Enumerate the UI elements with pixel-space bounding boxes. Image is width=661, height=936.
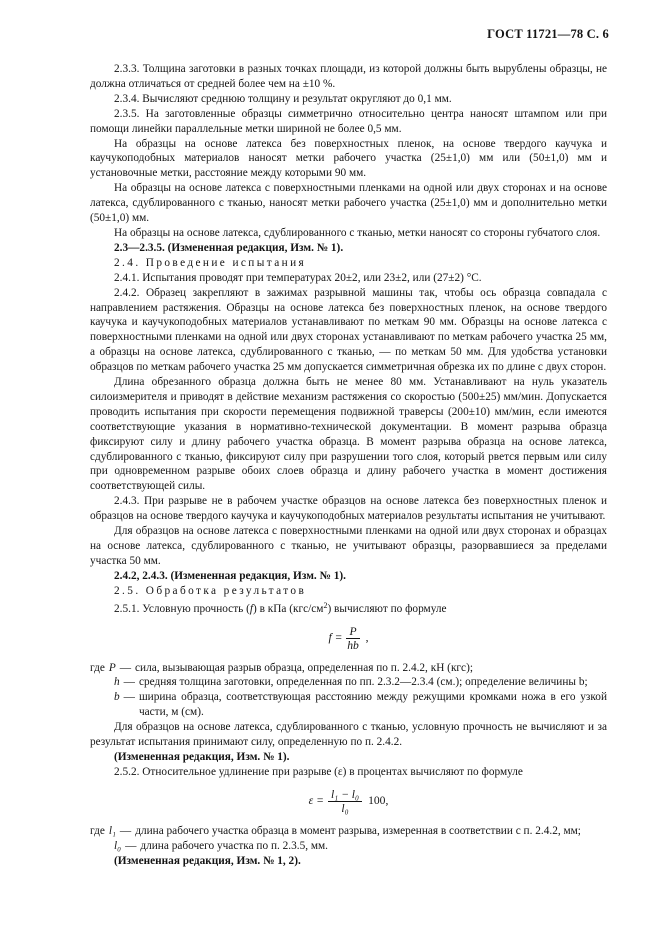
clause-2-5-2: 2.5.2. Относительное удлинение при разрыве (ε) в процентах вычисляют по формуле (114, 765, 523, 778)
clause-2-3-4: 2.3.4. Вычисляют среднюю толщину и результат округляют до 0,1 мм. (114, 92, 452, 105)
paragraph-latex-film: На образцы на основе латекса с поверхностными пленками на одной или двух сторонах и на основе латекса, сдублированного с тканью, наносят метки рабочего участка (25±1,0) мм и дополнительно метки (50±1,0) мм. (90, 182, 607, 225)
formula-elongation-fraction (328, 788, 362, 815)
definition-text-l1: длина рабочего участка образца в момент разрыва, измеренная в соответствии с п. 2.4.2, мм; (135, 824, 581, 837)
formula-strength-denominator: hb (347, 639, 359, 653)
definition-lead-where: где (90, 661, 105, 674)
formula-strength-tail: , (365, 631, 369, 645)
clause-2-5-1 (90, 599, 607, 617)
formula-elongation-lhs: ε = (308, 794, 324, 808)
revision-note-4: (Измененная редакция, Изм. № 1, 2). (114, 854, 301, 867)
revision-note-1: 2.3—2.3.5. (Измененная редакция, Изм. № 1). (114, 241, 344, 254)
formula-elongation-tail: 100, (368, 794, 389, 808)
definition-dash: — (119, 661, 132, 674)
clause-2-4-1: 2.4.1. Испытания проводят при температурах 20±2, или 23±2, или (27±2) °С. (114, 271, 482, 284)
section-heading-2-5: 2.5. Обработка результатов (114, 584, 307, 597)
clause-2-5-1-text-a: 2.5.1. Условную прочность ( (114, 602, 250, 615)
page-header: ГОСТ 11721—78 С. 6 (487, 27, 609, 41)
clause-2-5-1-symbol: f (249, 602, 254, 615)
formula-elongation-numerator: l₁ − l₀ (328, 788, 362, 802)
paragraph-cut-length: Длина обрезанного образца должна быть не менее 80 мм. Устанавливают на нуль указатель силоизмерителя и приводят в действие механизм растяжения со скоростью (500±25) мм/мин. Допускается проводить испытания при скорости перемещения подвижной траверсы (200±10) мм/мин, если имеются соответствующие указания в нормативно-технической документации. В момент разрыва образца фиксируют силу и длину рабочего участка образца. В момент разрыва образца на основе латекса, сдублированного с тканью, фиксируют силу при разрушении того слоя, который рвется первым или силу при одновременном разрыве обоих слоев образца и длину рабочего участка в момент достижения соответствующей силы. (90, 376, 607, 493)
definition-dash: — (123, 676, 135, 689)
formula-strength-numerator: P (346, 625, 359, 639)
formula-strength-lhs: f = (328, 631, 343, 645)
definition-l1 (90, 824, 607, 839)
clause-2-3-5: 2.3.5. На заготовленные образцы симметрично относительно центра наносят штампом или при помощи линейки параллельные метки шириной не более 0,5 мм. (90, 107, 607, 135)
formula-strength-fraction (346, 625, 359, 652)
definition-symbol-l1: l₁ (108, 824, 116, 837)
definition-symbol-P: P (108, 661, 116, 674)
formula-elongation-denominator: l₀ (341, 802, 349, 816)
definition-h (90, 675, 607, 690)
revision-note-3: (Измененная редакция, Изм. № 1). (114, 750, 290, 763)
paragraph-latex-fabric: На образцы на основе латекса, сдублированного с тканью, метки наносят со стороны губчатого слоя. (114, 226, 601, 239)
definition-spacer (90, 675, 114, 690)
definition-symbol-l0: l₀ (114, 839, 122, 852)
definition-symbol-h: h (114, 676, 120, 689)
clause-2-4-2: 2.4.2. Образец закрепляют в зажимах разрывной машины так, чтобы ось образца совпадала с направлением растяжения. Образцы на основе латекса без поверхностных пленок, на основе твердого каучука и каучукоподобных материалов устанавливают по меткам 90 мм. Образцы на основе латекса с поверхностными пленками на одной или двух сторонах устанавливают по меткам рабочего участка 25 мм, а образцы на основе латекса, сдублированного с тканью, — по меткам 50 мм. Для удобства установки образцов по меткам рабочего участка 25 мм допускается симметричная обрезка их по длине с двух сторон. (90, 286, 607, 374)
clause-2-5-1-superscript: 2 (323, 600, 328, 610)
definition-spacer (90, 690, 114, 720)
paragraph-latex-no-film: На образцы на основе латекса без поверхностных пленок, на основе твердого каучука и каучукоподобных материалов наносят метки рабочего участка (25±1,0) мм или (50±1,0) мм и установочные метки, расстояние между которыми 90 мм. (90, 137, 607, 180)
definition-symbol-b: b (114, 691, 120, 704)
definition-b (90, 690, 607, 720)
clause-2-3-3: 2.3.3. Толщина заготовки в разных точках площади, из которой должны быть вырублены образцы, не должна отличаться от средней более чем на ±10 %. (90, 63, 607, 90)
formula-strength (90, 622, 607, 656)
formula-elongation (90, 785, 607, 819)
definition-text-P: сила, вызывающая разрыв образца, определенная по п. 2.4.2, кН (кгс); (135, 661, 473, 674)
definition-text-l0: длина рабочего участка по п. 2.3.5, мм. (140, 839, 329, 852)
definition-text-h: средняя толщина заготовки, определенная по пп. 2.3.2—2.3.4 (см.); определение величины b; (138, 676, 588, 689)
clause-2-5-1-text-e: ) вычисляют по формуле (327, 602, 447, 615)
document-body (90, 62, 607, 869)
definition-P (90, 661, 607, 676)
definition-dash: — (123, 691, 135, 704)
paragraph-fabric-strength: Для образцов на основе латекса, сдублированного с тканью, условную прочность не вычисляют и за результат испытания принимают силу, определенную по п. 2.4.2. (90, 721, 607, 749)
definition-l0 (90, 839, 607, 854)
definition-spacer (90, 839, 114, 854)
paragraph-film-samples: Для образцов на основе латекса с поверхностными пленками на одной или двух сторонах и образцах на основе латекса, сдублированного с тканью, не учитывают образцы, разорвавшиеся за пределами участка 50 мм. (90, 525, 607, 567)
definition-lead-where: где (90, 824, 105, 837)
revision-note-2: 2.4.2, 2.4.3. (Измененная редакция, Изм. № 1). (114, 569, 346, 582)
definition-dash: — (125, 839, 137, 852)
clause-2-5-1-text-c: ) в кПа (кгс/см (253, 602, 324, 615)
definition-text-b: ширина образца, соответствующая расстоянию между режущими кромками ножа в его узкой части, м (см). (138, 691, 607, 719)
clause-2-4-3: 2.4.3. При разрыве не в рабочем участке образцов на основе латекса без поверхностных пленок и образцов на основе твердого каучука и каучукоподобных материалов результаты испытания не учитывают. (90, 495, 607, 523)
section-heading-2-4: 2.4. Проведение испытания (114, 256, 307, 269)
definition-dash: — (119, 824, 132, 837)
